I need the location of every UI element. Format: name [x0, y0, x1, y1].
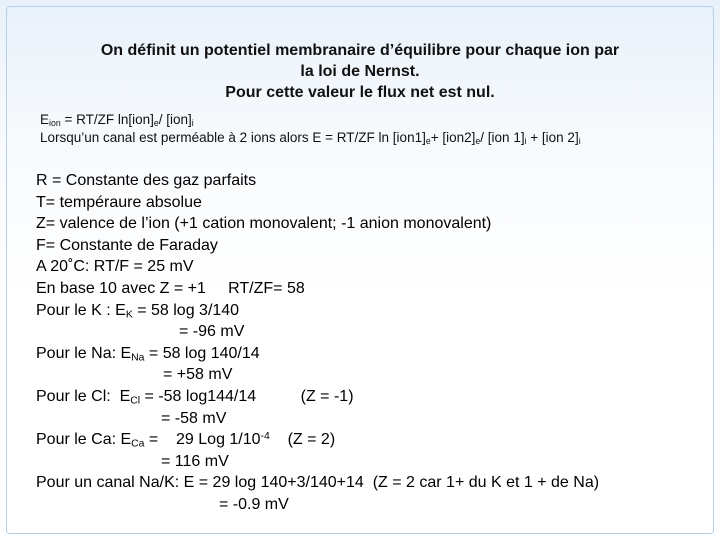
r-definition: R = Constante des gaz parfaits	[36, 172, 257, 189]
base10-value: En base 10 avec Z = +1 RT/ZF= 58	[36, 279, 305, 297]
k-result: = -96 mV	[179, 323, 245, 341]
na-k-result: = -0.9 mV	[219, 495, 289, 513]
f-definition: F= Constante de Faraday	[36, 236, 218, 254]
two-ion-equation: Lorsqu’un canal est perméable à 2 ions alors E = RT/ZF $\ln [ion1]_e+ [ion2]_e/$ [ion $1]_i + [ion$ $2]_i$	[40, 130, 581, 147]
heading-line-3: Pour cette valeur le flux net est nul.	[225, 84, 495, 101]
nernst-formula-block	[40, 111, 710, 147]
ca-equation: Pour le Ca: $E_{Ca}$ = 29 Log $1/10^{-4}$ (Z = 2)	[36, 430, 336, 450]
z-definition: Z= valence de l’ion (+1 cation monovalent; -1 anion monovalent)	[36, 215, 492, 233]
ca-result: = 116 mV	[161, 452, 229, 470]
rt-f-value: A 20˚C: RT/F = 25 mV	[36, 258, 194, 276]
heading-line-2: la loi de Nernst.	[300, 63, 420, 80]
na-equation: Pour le Na: $E_{Na} = 58$ log 140/14	[36, 344, 260, 364]
nernst-equation: $E_{ion} = RT/ZF$ $\ln[ion]_e/$ $[ion]_i$	[40, 112, 194, 129]
cl-equation: Pour le Cl: $E_{Cl} = -58$ log144/14 (Z = -1)	[36, 387, 354, 407]
na-k-equation: Pour un canal Na/K: E = 29 log 140+3/140+14 (Z = 2 car 1+ du K et 1 + de Na)	[36, 474, 600, 492]
cl-result: = -58 mV	[161, 409, 227, 427]
heading-line-1: On définit un potentiel membranaire d’équilibre pour chaque ion par	[100, 42, 620, 59]
slide-body	[36, 170, 710, 516]
na-result: = +58 mV	[163, 366, 233, 384]
slide-heading	[20, 40, 700, 103]
k-equation: Pour le K : $E_K = 58$ log 3/140	[36, 301, 240, 321]
t-definition: T= tempéraure absolue	[36, 193, 202, 211]
